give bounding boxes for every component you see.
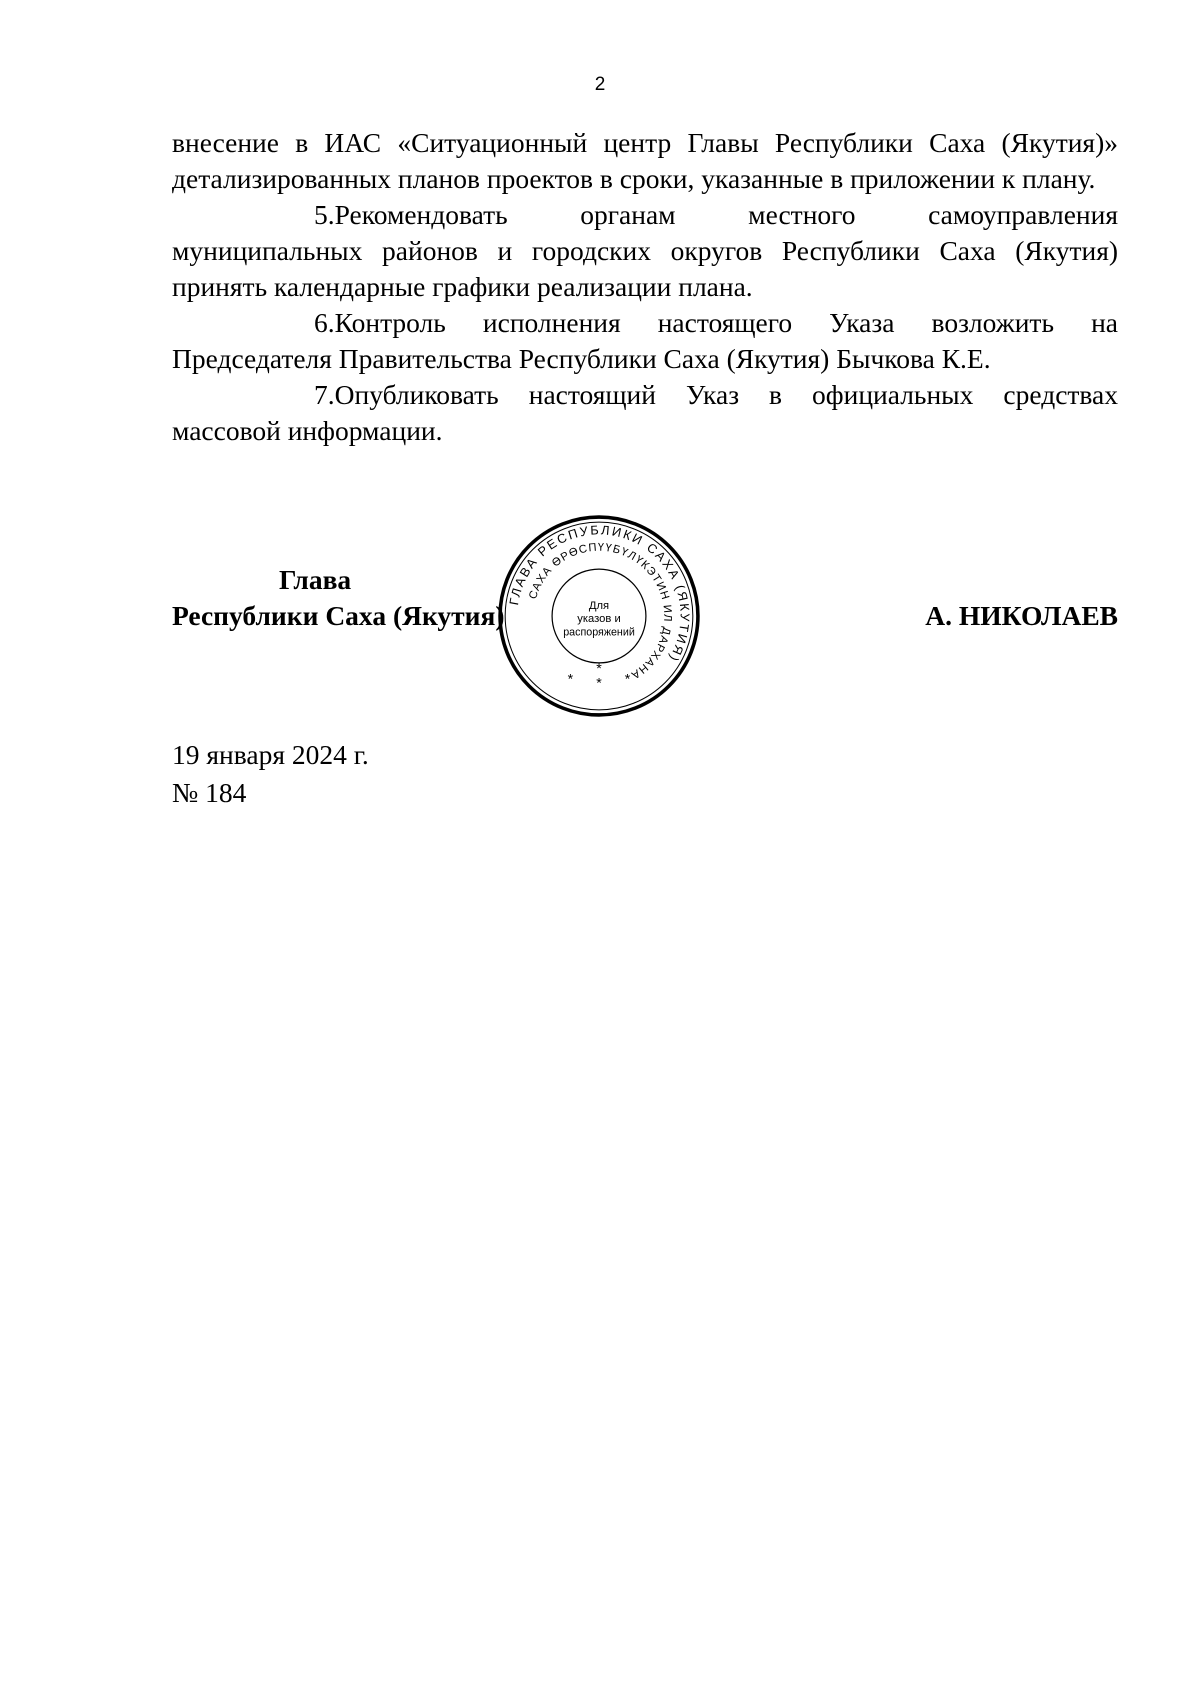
page-number: 2 — [594, 74, 606, 95]
paragraph-number: 6. — [314, 307, 335, 338]
paragraph-number: 5. — [314, 199, 335, 230]
svg-text:*: * — [624, 671, 631, 688]
signatory-title-line1: Глава — [279, 564, 352, 595]
document-date-block — [172, 736, 369, 812]
seal-inner-text: САХА ӨРӨСПҮҮБҮЛҮКЭТИН ИЛ ДАРХАНА — [527, 541, 674, 682]
official-seal — [497, 514, 701, 718]
seal-center-line3: распоряжений — [563, 626, 635, 639]
seal-center-line2: указов и — [577, 613, 621, 626]
paragraph-text: Контроль исполнения настоящего Указа возложить на Председателя Правительства Республики Саха (Якутия) Бычкова К.Е. — [172, 307, 1118, 374]
paragraph-text: Рекомендовать органам местного самоуправления муниципальных районов и городских округов Республики Саха (Якутия) принять календарные графики реализации плана. — [172, 199, 1118, 302]
paragraph-text: внесение в ИАС «Ситуационный центр Главы Республики Саха (Якутия)» детализированных планов проектов в сроки, указанные в приложении к плану. — [172, 127, 1118, 194]
paragraph-item-6 — [172, 305, 1118, 377]
seal-stars — [568, 661, 631, 691]
svg-text:*: * — [596, 675, 602, 692]
paragraph-item-5 — [172, 197, 1118, 305]
seal-center-line1: Для — [588, 599, 610, 612]
document-number: № 184 — [172, 777, 247, 808]
signatory-title — [172, 562, 505, 634]
signatory-name: А. НИКОЛАЕВ — [925, 600, 1118, 631]
signatory-title-line2: Республики Саха (Якутия) — [172, 600, 505, 631]
svg-text:*: * — [596, 661, 602, 678]
seal-outer-text: ГЛАВА РЕСПУБЛИКИ САХА (ЯКУТИЯ) — [506, 522, 693, 666]
document-body — [172, 125, 1118, 449]
paragraph-text: Опубликовать настоящий Указ в официальных средствах массовой информации. — [172, 379, 1118, 446]
svg-text:*: * — [567, 671, 574, 688]
paragraph-number: 7. — [314, 379, 335, 410]
document-date: 19 января 2024 г. — [172, 739, 369, 770]
paragraph-continuation — [172, 125, 1118, 197]
paragraph-item-7 — [172, 377, 1118, 449]
